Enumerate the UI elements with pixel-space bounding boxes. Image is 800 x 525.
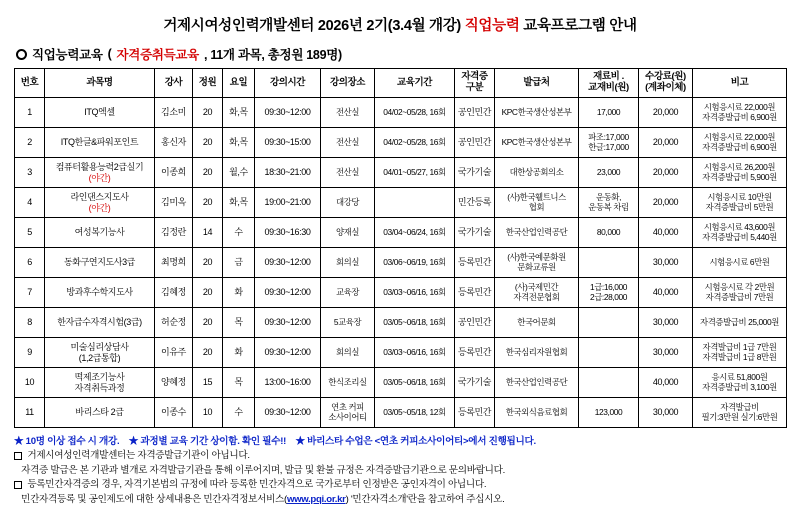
table-row — [15, 188, 787, 218]
cell-subject: 라인댄스지도사 (야간) — [45, 188, 155, 218]
cell-cert-type: 등록민간 — [455, 248, 495, 278]
cell-period: 03/05~06/18, 16회 — [375, 368, 455, 398]
course-table — [14, 68, 787, 428]
cell-period: 04/02~05/28, 16회 — [375, 128, 455, 158]
footnote-line-4 — [14, 478, 786, 492]
cell-material-fee — [579, 338, 639, 368]
cell-period: 04/01~05/27, 16회 — [375, 158, 455, 188]
cell-material-fee — [579, 248, 639, 278]
cell-capacity: 20 — [193, 338, 223, 368]
cell-no: 4 — [15, 188, 45, 218]
cell-time: 19:00~21:00 — [255, 188, 321, 218]
section-heading — [16, 45, 786, 63]
cell-time: 09:30~12:00 — [255, 338, 321, 368]
cell-subject: ITQ한글&파워포인트 — [45, 128, 155, 158]
cell-time: 09:30~12:00 — [255, 248, 321, 278]
cell-subject: 방과후수학지도사 — [45, 278, 155, 308]
cell-issuer: 한국산업인력공단 — [495, 368, 579, 398]
cell-place: 대강당 — [321, 188, 375, 218]
cell-teacher: 이유주 — [155, 338, 193, 368]
table-row — [15, 398, 787, 428]
col-cert-type-line2: 구분 — [465, 82, 484, 93]
cell-period: 03/03~06/16, 16회 — [375, 278, 455, 308]
cell-period: 04/02~05/28, 16회 — [375, 98, 455, 128]
cell-remarks: 응시료 51,800원 자격증발급비 3,100원 — [693, 368, 787, 398]
col-capacity: 정원 — [193, 69, 223, 98]
cell-no: 11 — [15, 398, 45, 428]
col-material-fee-line1: 재료비 . — [593, 71, 624, 83]
cell-tuition: 30,000 — [639, 338, 693, 368]
cell-remarks: 시험응시료 43,600원 자격증발급비 5,440원 — [693, 218, 787, 248]
cell-teacher: 양혜정 — [155, 368, 193, 398]
cell-place: 교육장 — [321, 278, 375, 308]
cell-period: 03/04~06/24, 16회 — [375, 218, 455, 248]
cell-teacher: 최명희 — [155, 248, 193, 278]
cell-cert-type: 공인민간 — [455, 98, 495, 128]
footnote-5b: ) '민간자격소개'란을 참고하여 주십시오. — [345, 493, 505, 505]
cell-remarks: 자격발급비 1급 7만원 자격발급비 1급 8만원 — [693, 338, 787, 368]
cell-capacity: 20 — [193, 248, 223, 278]
title-suffix: 교육프로그램 안내 — [523, 18, 637, 34]
table-row — [15, 218, 787, 248]
cell-issuer: (사)한국휄트니스 협회 — [495, 188, 579, 218]
star-icon-3: ★ — [295, 436, 305, 447]
star-icon-1: ★ — [14, 436, 24, 447]
cell-period: 03/05~05/18, 12회 — [375, 398, 455, 428]
table-row — [15, 308, 787, 338]
col-period: 교육기간 — [375, 69, 455, 98]
footnote-1a: 10명 이상 접수 시 개강. — [25, 436, 120, 447]
cell-remarks: 자격발급비 필기:3만원 실기:6만원 — [693, 398, 787, 428]
cell-period: 03/06~06/19, 16회 — [375, 248, 455, 278]
cell-teacher: 김정란 — [155, 218, 193, 248]
col-material-fee-line2: 교재비(원) — [588, 82, 629, 93]
col-day: 요일 — [223, 69, 255, 98]
cell-capacity: 20 — [193, 308, 223, 338]
section-heading-paren-close: , 11개 과목, 총정원 189명) — [203, 48, 342, 62]
table-row — [15, 338, 787, 368]
cell-cert-type: 등록민간 — [455, 398, 495, 428]
cell-material-fee — [579, 368, 639, 398]
cell-remarks: 시험응시료 22,000원 자격증발급비 6,900원 — [693, 98, 787, 128]
cell-issuer: KPC한국생산성본부 — [495, 98, 579, 128]
cell-issuer: KPC한국생산성본부 — [495, 128, 579, 158]
cell-subject: 떡제조기능사 자격취득과정 — [45, 368, 155, 398]
cell-tuition: 40,000 — [639, 368, 693, 398]
cell-material-fee: 파조:17,000 한글:17,000 — [579, 128, 639, 158]
col-cert-type-line1: 자격증 — [461, 71, 488, 83]
cell-subject: 여성복기능사 — [45, 218, 155, 248]
footnote-line-1 — [14, 435, 786, 449]
col-place: 강의장소 — [321, 69, 375, 98]
cell-teacher: 김소미 — [155, 98, 193, 128]
cell-issuer: (사)한국예문화원 문화교류원 — [495, 248, 579, 278]
footnote-4-text: 등록민간자격증의 경우, 자격기본법의 규정에 따라 등록한 민간자격으로 국가로부터 인정받은 공인자격이 아닙니다. — [27, 479, 487, 491]
table-row — [15, 368, 787, 398]
cell-cert-type: 국가기술 — [455, 368, 495, 398]
col-remarks: 비고 — [693, 69, 787, 98]
cell-material-fee: 123,000 — [579, 398, 639, 428]
cell-capacity: 20 — [193, 188, 223, 218]
cell-material-fee: 1급:16,000 2급:28,000 — [579, 278, 639, 308]
cell-no: 6 — [15, 248, 45, 278]
cell-period — [375, 188, 455, 218]
cell-day: 월,수 — [223, 158, 255, 188]
cell-tuition: 20,000 — [639, 158, 693, 188]
footnote-2-text: 거제시여성인력개발센터는 자격증발급기관이 아닙니다. — [27, 450, 250, 462]
cell-teacher: 이종희 — [155, 158, 193, 188]
cell-material-fee — [579, 308, 639, 338]
cell-tuition: 40,000 — [639, 218, 693, 248]
cell-capacity: 20 — [193, 158, 223, 188]
cell-remarks: 시험응시료 26,200원 자격증발급비 5,900원 — [693, 158, 787, 188]
cell-material-fee: 80,000 — [579, 218, 639, 248]
cell-no: 7 — [15, 278, 45, 308]
cell-cert-type: 공인민간 — [455, 128, 495, 158]
cell-issuer: 한국외식음료협회 — [495, 398, 579, 428]
cell-remarks: 시험응시료 10만원 자격증발급비 5만원 — [693, 188, 787, 218]
cell-subject: 컴퓨터활용능력2급실기 (야간) — [45, 158, 155, 188]
cell-place: 한식조리실 — [321, 368, 375, 398]
cell-capacity: 15 — [193, 368, 223, 398]
col-material-fee — [579, 69, 639, 98]
col-cert-type — [455, 69, 495, 98]
footnote-line-3 — [14, 464, 786, 478]
cell-teacher: 김혜정 — [155, 278, 193, 308]
cell-issuer: 한국심리자원협회 — [495, 338, 579, 368]
cell-place: 5교육장 — [321, 308, 375, 338]
star-icon-2: ★ — [128, 436, 139, 447]
cell-place: 연초 커피 소사이어티 — [321, 398, 375, 428]
cell-place: 전산실 — [321, 128, 375, 158]
cell-subject: 동화구연지도사3급 — [45, 248, 155, 278]
footnotes — [14, 435, 786, 507]
cell-remarks: 시험응시료 22,000원 자격증발급비 6,900원 — [693, 128, 787, 158]
cell-period: 03/03~06/16, 16회 — [375, 338, 455, 368]
cell-day: 목 — [223, 308, 255, 338]
col-tuition-line1: 수강료(원) — [645, 71, 686, 83]
cell-no: 8 — [15, 308, 45, 338]
circle-bullet-icon — [16, 49, 27, 60]
table-body — [15, 98, 787, 428]
cell-subject: 미술심리상담사 (1,2급통합) — [45, 338, 155, 368]
cell-tuition: 40,000 — [639, 278, 693, 308]
cell-day: 화,목 — [223, 188, 255, 218]
cell-time: 09:30~12:00 — [255, 98, 321, 128]
cell-place: 양재실 — [321, 218, 375, 248]
page-title — [14, 14, 786, 35]
cell-no: 9 — [15, 338, 45, 368]
cell-material-fee: 운동화, 운동복 차림 — [579, 188, 639, 218]
pqi-link[interactable]: www.pqi.or.kr — [286, 493, 346, 505]
cell-material-fee: 17,000 — [579, 98, 639, 128]
cell-capacity: 20 — [193, 278, 223, 308]
cell-day: 화 — [223, 278, 255, 308]
cell-teacher: 김미옥 — [155, 188, 193, 218]
cell-tuition: 30,000 — [639, 248, 693, 278]
cell-capacity: 10 — [193, 398, 223, 428]
cell-time: 09:30~15:00 — [255, 128, 321, 158]
checkbox-icon-1 — [14, 452, 22, 460]
cell-tuition: 30,000 — [639, 308, 693, 338]
table-row — [15, 128, 787, 158]
cell-time: 09:30~16:30 — [255, 218, 321, 248]
cell-time: 09:30~12:00 — [255, 398, 321, 428]
footnote-3-text: 자격증 발급은 본 기관과 별개로 자격발급기관을 통해 이루어지며, 발급 및 환불 규정은 자격증발급기관으로 문의바랍니다. — [21, 464, 505, 476]
cell-capacity: 14 — [193, 218, 223, 248]
section-heading-prefix: 직업능력교육 — [32, 48, 103, 62]
cell-remarks: 시험응시료 6만원 — [693, 248, 787, 278]
cell-place: 전산실 — [321, 98, 375, 128]
cell-time: 09:30~12:00 — [255, 308, 321, 338]
footnote-1b: 과정별 교육 기간 상이함. 확인 필수!! — [140, 436, 286, 447]
cell-period: 03/05~06/18, 16회 — [375, 308, 455, 338]
cell-cert-type: 국가기술 — [455, 218, 495, 248]
cell-no: 2 — [15, 128, 45, 158]
cell-day: 화 — [223, 338, 255, 368]
cell-day: 화,목 — [223, 128, 255, 158]
title-prefix: 거제시여성인력개발센터 2026년 2기(3.4월 개강) — [163, 18, 461, 34]
cell-cert-type: 등록민간 — [455, 278, 495, 308]
cell-tuition: 20,000 — [639, 98, 693, 128]
table-row — [15, 98, 787, 128]
table-row — [15, 158, 787, 188]
cell-no: 1 — [15, 98, 45, 128]
cell-teacher: 홍신자 — [155, 128, 193, 158]
cell-subject: 한자급수자격시험(3급) — [45, 308, 155, 338]
cell-day: 화,목 — [223, 98, 255, 128]
cell-remarks: 자격증발급비 25,000원 — [693, 308, 787, 338]
cell-cert-type: 공인민간 — [455, 308, 495, 338]
cell-day: 금 — [223, 248, 255, 278]
cell-issuer: 한국어문회 — [495, 308, 579, 338]
cell-day: 목 — [223, 368, 255, 398]
col-time: 강의시간 — [255, 69, 321, 98]
cell-cert-type: 국가기술 — [455, 158, 495, 188]
cell-no: 10 — [15, 368, 45, 398]
cell-time: 13:00~16:00 — [255, 368, 321, 398]
cell-teacher: 허순정 — [155, 308, 193, 338]
section-heading-highlight: 자격증취득교육 — [116, 48, 199, 62]
cell-cert-type: 등록민간 — [455, 338, 495, 368]
cell-tuition: 30,000 — [639, 398, 693, 428]
cell-subject: 바리스타 2급 — [45, 398, 155, 428]
cell-day: 수 — [223, 218, 255, 248]
footnote-5a: 민간자격등록 및 공인제도에 대한 상세내용은 민간자격정보서비스( — [21, 493, 287, 505]
table-row — [15, 278, 787, 308]
cell-day: 수 — [223, 398, 255, 428]
cell-subject: ITQ엑셀 — [45, 98, 155, 128]
cell-teacher: 이종수 — [155, 398, 193, 428]
cell-capacity: 20 — [193, 128, 223, 158]
cell-material-fee: 23,000 — [579, 158, 639, 188]
cell-place: 전산실 — [321, 158, 375, 188]
cell-time: 18:30~21:00 — [255, 158, 321, 188]
cell-issuer: (사)국제민간 자격전문협회 — [495, 278, 579, 308]
col-issuer: 발급처 — [495, 69, 579, 98]
col-subject: 과목명 — [45, 69, 155, 98]
cell-issuer: 한국산업인력공단 — [495, 218, 579, 248]
col-no: 번호 — [15, 69, 45, 98]
cell-time: 09:30~12:00 — [255, 278, 321, 308]
title-highlight: 직업능력 — [464, 18, 520, 34]
cell-place: 회의실 — [321, 338, 375, 368]
col-tuition-line2: (계좌이체) — [645, 82, 686, 93]
cell-no: 5 — [15, 218, 45, 248]
footnote-1c: 바리스타 수업은 <연초 커피소사이어티>에서 진행됩니다. — [307, 436, 536, 447]
footnote-line-2 — [14, 449, 786, 463]
checkbox-icon-2 — [14, 481, 22, 489]
table-row — [15, 248, 787, 278]
cell-tuition: 20,000 — [639, 188, 693, 218]
cell-capacity: 20 — [193, 98, 223, 128]
footnote-line-5 — [14, 493, 786, 507]
cell-tuition: 20,000 — [639, 128, 693, 158]
col-tuition — [639, 69, 693, 98]
section-heading-paren-open: ( — [107, 47, 112, 61]
cell-no: 3 — [15, 158, 45, 188]
cell-cert-type: 민간등록 — [455, 188, 495, 218]
cell-issuer: 대한상공회의소 — [495, 158, 579, 188]
cell-remarks: 시험응시료 각 2만원 자격증발급비 7만원 — [693, 278, 787, 308]
cell-place: 회의실 — [321, 248, 375, 278]
table-header-row — [15, 69, 787, 98]
col-teacher: 강사 — [155, 69, 193, 98]
